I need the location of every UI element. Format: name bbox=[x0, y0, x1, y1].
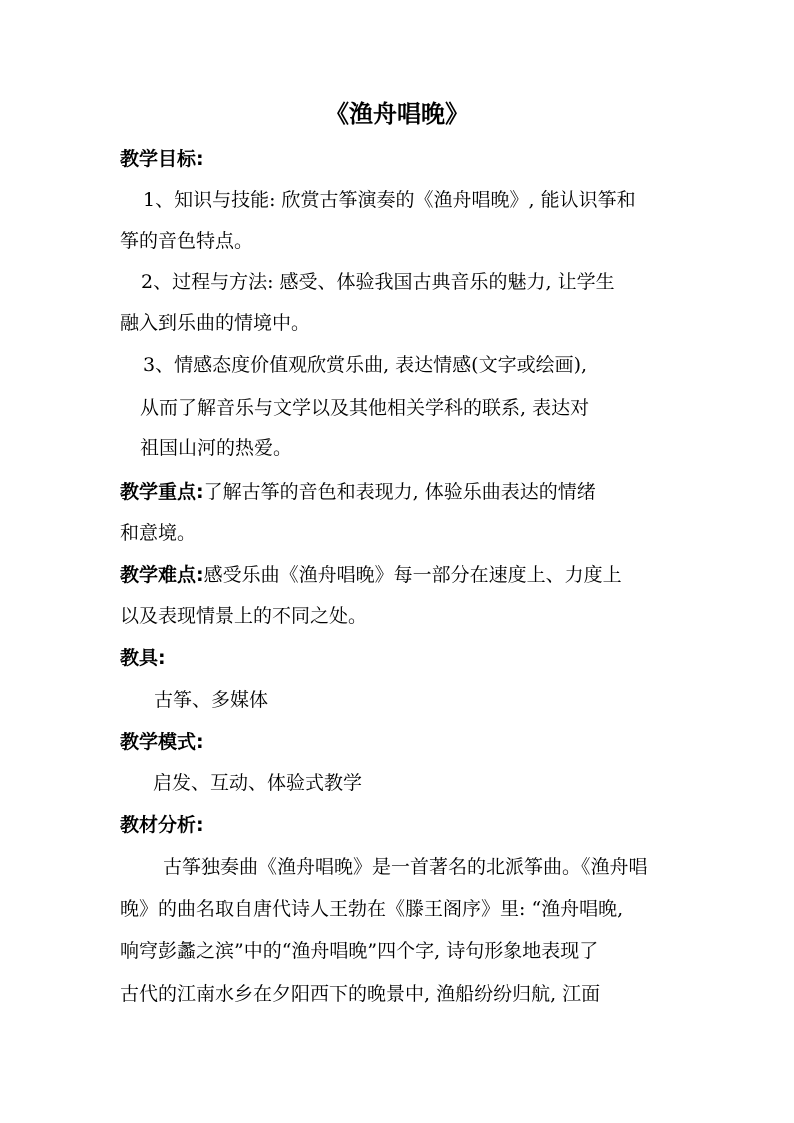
material-analysis-line-3: 响穹彭蠡之滨”中的“渔舟唱晚”四个字, 诗句形象地表现了 bbox=[120, 940, 599, 962]
teaching-mode-heading: 教学模式: bbox=[120, 731, 204, 753]
material-analysis-heading: 教材分析: bbox=[120, 814, 204, 836]
objective-3-line-3: 祖国山河的热爱。 bbox=[140, 437, 293, 459]
objective-3-line-2: 从而了解音乐与文学以及其他相关学科的联系, 表达对 bbox=[140, 397, 590, 419]
difficult-point-line-2: 以及表现情景上的不同之处。 bbox=[120, 605, 368, 627]
key-point-label: 教学重点: bbox=[120, 481, 204, 503]
objective-1-line-2: 筝的音色特点。 bbox=[120, 230, 254, 252]
material-analysis-line-2: 晚》的曲名取自唐代诗人王勃在《滕王阁序》里: “渔舟唱晚, bbox=[120, 898, 624, 920]
difficult-point-line-1 bbox=[120, 563, 622, 587]
key-point-text-1: 了解古筝的音色和表现力, 体验乐曲表达的情绪 bbox=[203, 481, 596, 503]
material-analysis-line-4: 古代的江南水乡在夕阳西下的晚景中, 渔船纷纷归航, 江面 bbox=[120, 983, 601, 1005]
objective-3-line-1: 3、情感态度价值观欣赏乐曲, 表达情感(文字或绘画), bbox=[143, 354, 588, 376]
difficult-point-text-1: 感受乐曲《渔舟唱晚》每一部分在速度上、力度上 bbox=[203, 564, 622, 586]
document-title: 《渔舟唱晚》 bbox=[325, 100, 469, 128]
objective-2-line-2: 融入到乐曲的情境中。 bbox=[120, 312, 311, 334]
teaching-aids-heading: 教具: bbox=[120, 647, 166, 669]
objectives-heading: 教学目标: bbox=[120, 148, 204, 170]
objective-1-line-1: 1、知识与技能: 欣赏古筝演奏的《渔舟唱晚》, 能认识筝和 bbox=[143, 189, 636, 211]
material-analysis-line-1: 古筝独奏曲《渔舟唱晚》是一首著名的北派筝曲。《渔舟唱 bbox=[163, 856, 648, 878]
difficult-point-label: 教学难点: bbox=[120, 564, 204, 586]
teaching-mode-text: 启发、互动、体验式教学 bbox=[153, 772, 363, 794]
teaching-aids-text: 古筝、多媒体 bbox=[154, 689, 269, 711]
key-point-line-2: 和意境。 bbox=[120, 522, 197, 544]
objective-2-line-1: 2、过程与方法: 感受、体验我国古典音乐的魅力, 让学生 bbox=[141, 271, 615, 293]
key-point-line-1 bbox=[120, 480, 596, 504]
